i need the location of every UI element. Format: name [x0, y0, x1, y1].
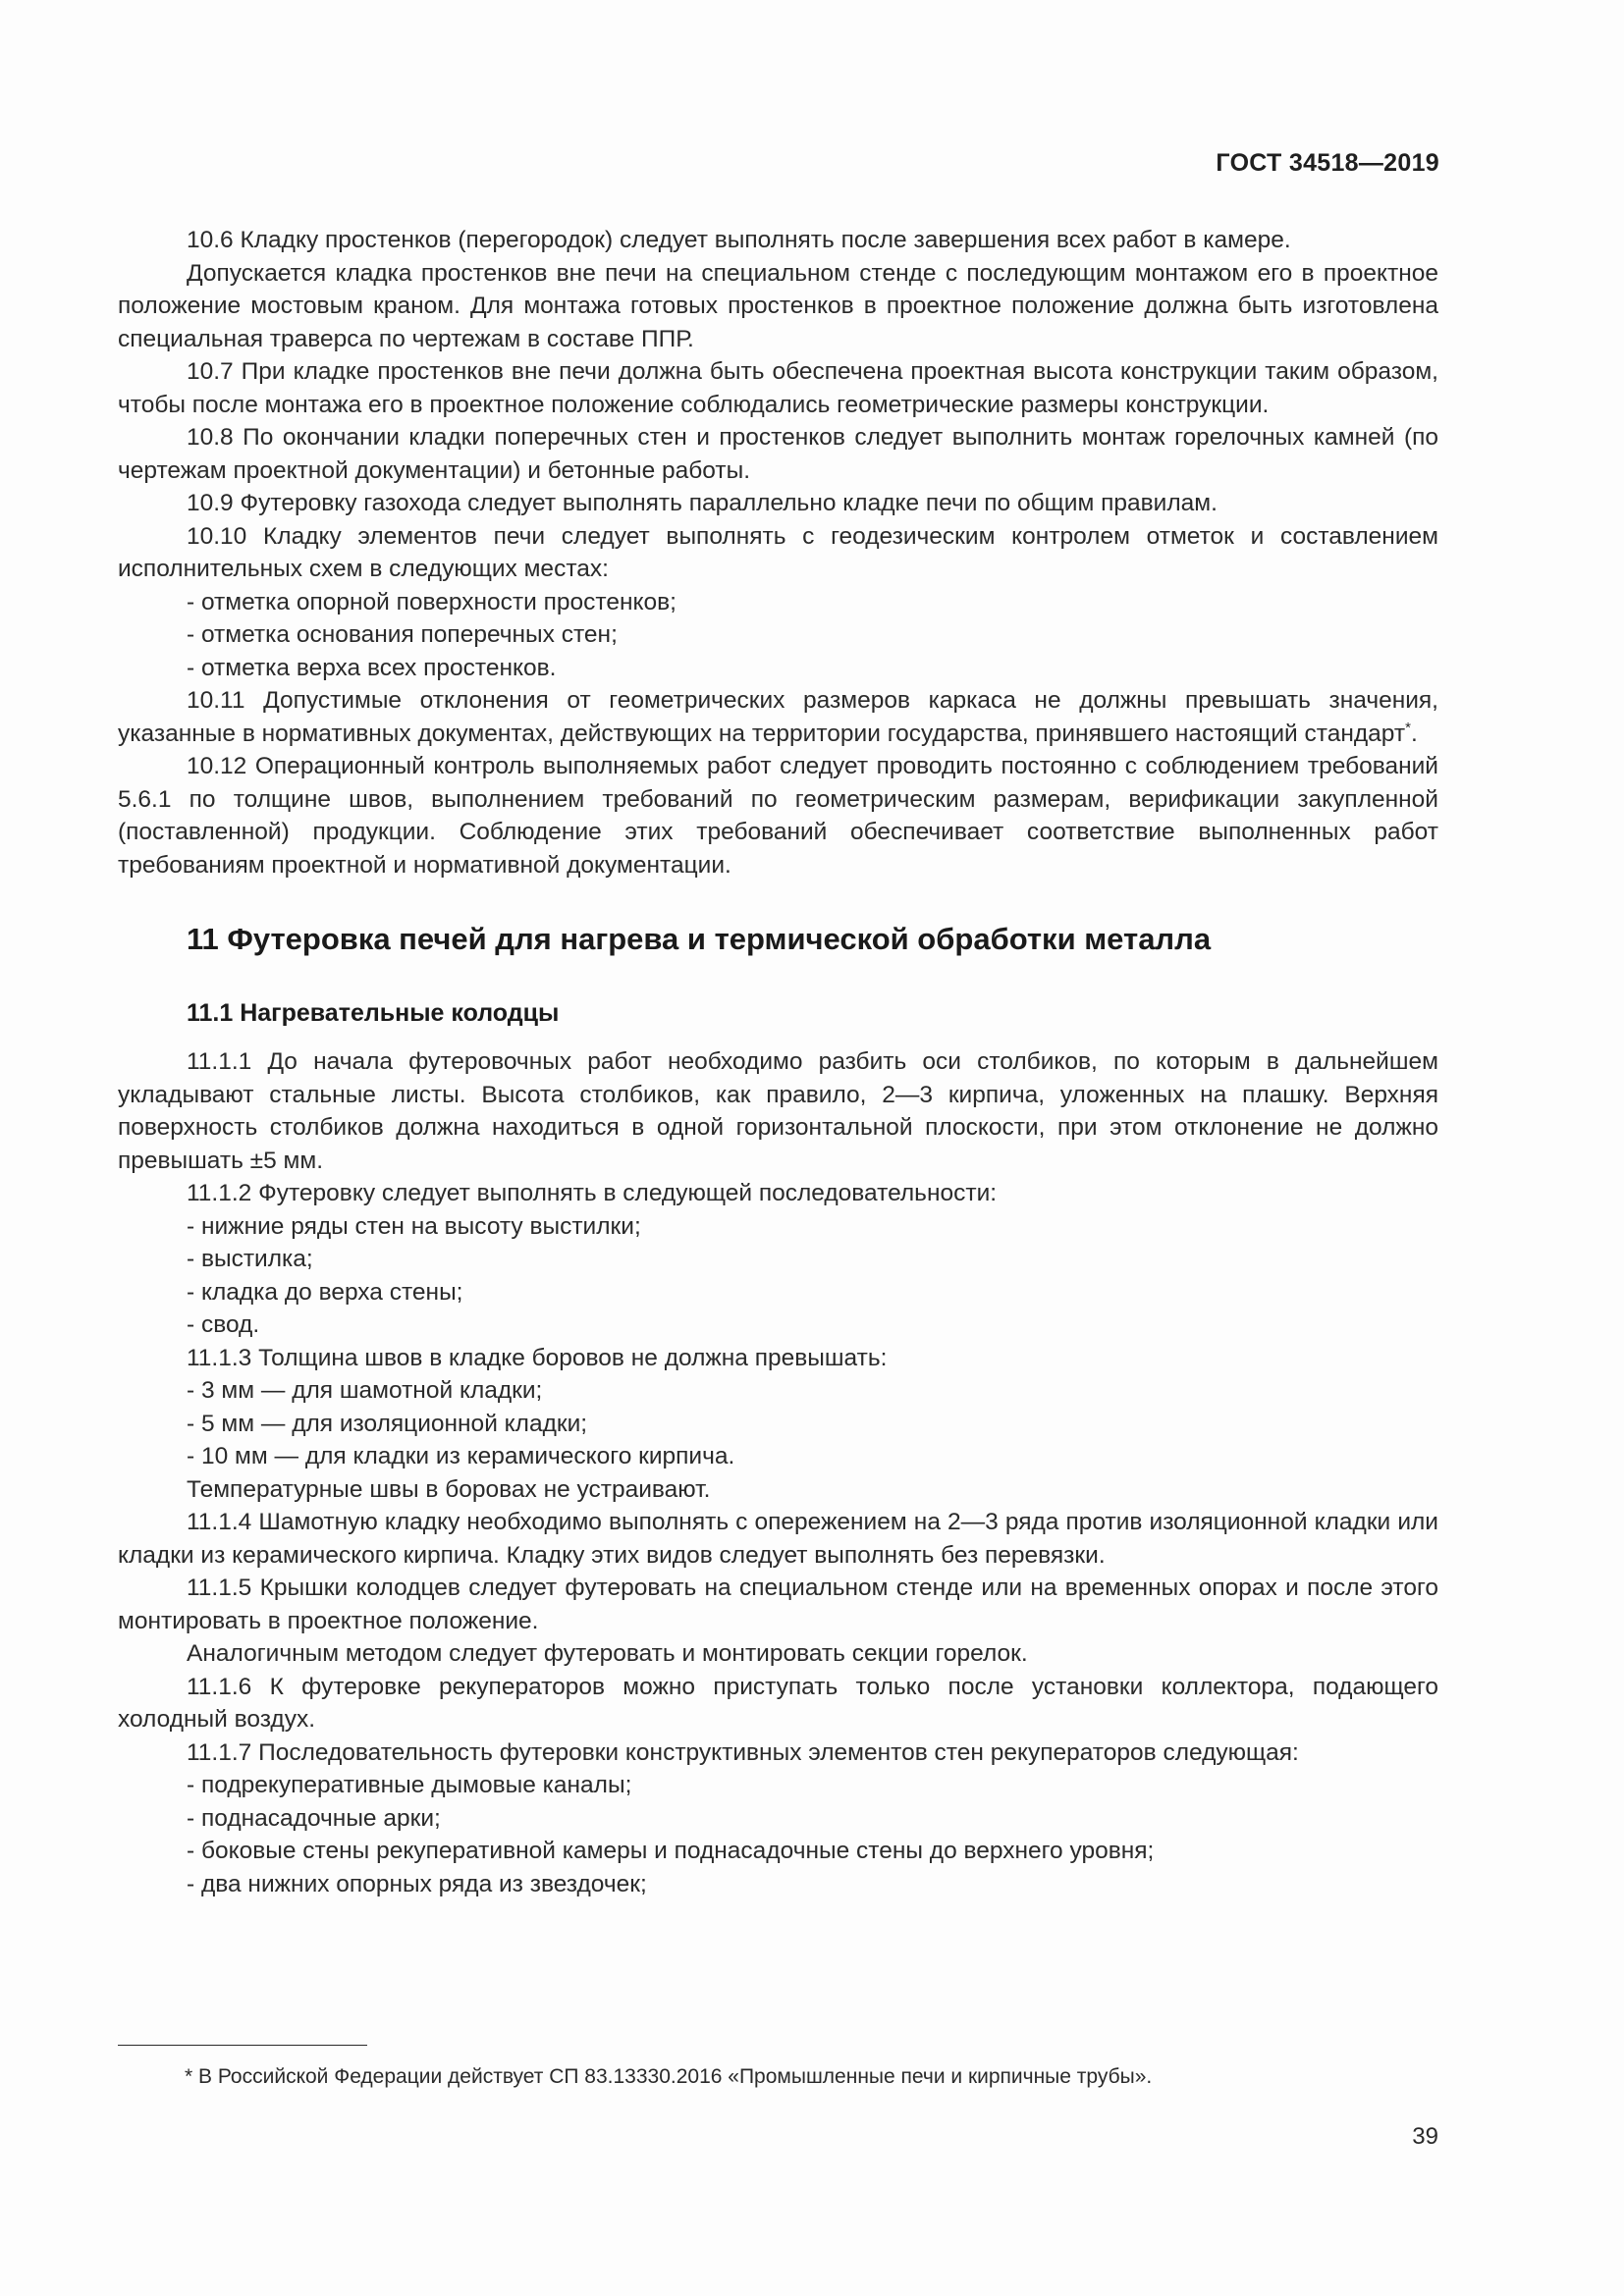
paragraph-10-12: 10.12 Операционный контроль выполняемых работ следует проводить постоянно с соблюдением требований 5.6.1 по толщине швов, выполнением требований по геометрическим размерам, верификации закупленной (поставленной) продукции. Соблюдение этих требований обеспечивает соответствие выполненных работ требованиям проектной и нормативной документации. — [118, 753, 1438, 879]
document-code-header: ГОСТ 34518—2019 — [1216, 149, 1439, 177]
paragraph-burner-sections: Аналогичным методом следует футеровать и монтировать секции горелок. — [187, 1640, 1028, 1667]
paragraph-temperature-joints: Температурные швы в боровах не устраивают. — [187, 1475, 711, 1503]
list-item: - отметка опорной поверхности простенков; — [187, 588, 677, 615]
list-item: - отметка основания поперечных стен; — [187, 621, 618, 648]
page-number: 39 — [1412, 2123, 1438, 2150]
list-item: - кладка до верха стены; — [187, 1278, 463, 1306]
footnote: * В Российской Федерации действует СП 83.13330.2016 «Промышленные печи и кирпичные трубы». — [185, 2065, 1153, 2088]
paragraph-11-1-1: 11.1.1 До начала футеровочных работ необходимо разбить оси столбиков, по которым в дальнейшем укладывают стальные листы. Высота столбиков, как правило, 2—3 кирпича, уложенных на плашку. Верхняя поверхность столбиков должна находиться в одной горизонтальной плоскости, при этом отклонение не должно превышать ±5 мм. — [118, 1048, 1438, 1174]
list-item: - подрекуперативные дымовые каналы; — [187, 1772, 632, 1798]
footnote-separator — [118, 2045, 367, 2046]
paragraph-10-9: 10.9 Футеровку газохода следует выполнять параллельно кладке печи по общим правилам. — [187, 490, 1218, 516]
paragraph-11-1-6: 11.1.6 К футеровке рекуператоров можно приступать только после установки коллектора, подающего холодный воздух. — [118, 1673, 1438, 1733]
list-item: - боковые стены рекуперативной камеры и поднасадочные стены до верхнего уровня; — [187, 1838, 1155, 1864]
list-item: - 3 мм — для шамотной кладки; — [187, 1377, 543, 1404]
list-item: - 10 мм — для кладки из керамического кирпича. — [187, 1443, 735, 1469]
section-11-heading: 11 Футеровка печей для нагрева и термической обработки металла — [187, 922, 1212, 956]
paragraph-10-6-cont: Допускается кладка простенков вне печи на специальном стенде с последующим монтажом его в проектное положение мостовым краном. Для монтажа готовых простенков в проектное положение должна быть изготовлена специальная траверса по чертежам в составе ППР. — [118, 259, 1438, 352]
subsection-11-1-heading: 11.1 Нагревательные колодцы — [187, 999, 560, 1027]
paragraph-10-11-tail: . — [1410, 720, 1418, 747]
list-item: - поднасадочные арки; — [187, 1804, 441, 1832]
paragraph-11-1-3: 11.1.3 Толщина швов в кладке боровов не должна превышать: — [187, 1344, 888, 1371]
list-item: - отметка верха всех простенков. — [187, 654, 557, 681]
list-item: - свод. — [187, 1311, 260, 1338]
paragraph-10-10: 10.10 Кладку элементов печи следует выполнять с геодезическим контролем отметок и составлением исполнительных схем в следующих местах: — [118, 522, 1438, 582]
footnote-reference-mark: * — [1405, 719, 1411, 736]
paragraph-10-6: 10.6 Кладку простенков (перегородок) следует выполнять после завершения всех работ в камере. — [187, 227, 1291, 253]
paragraph-10-11 — [118, 684, 1438, 750]
paragraph-11-1-2: 11.1.2 Футеровку следует выполнять в следующей последовательности: — [187, 1180, 998, 1206]
paragraph-11-1-5: 11.1.5 Крышки колодцев следует футеровать на специальном стенде или на временных опорах и после этого монтировать в проектное положение. — [118, 1575, 1438, 1634]
document-body — [118, 224, 1438, 1900]
list-item: - 5 мм — для изоляционной кладки; — [187, 1410, 588, 1437]
list-item: - нижние ряды стен на высоту выстилки; — [187, 1212, 641, 1240]
paragraph-11-1-7: 11.1.7 Последовательность футеровки конструктивных элементов стен рекуператоров следующая: — [187, 1738, 1299, 1766]
list-item: - выстилка; — [187, 1246, 313, 1272]
paragraph-10-11-text: 10.11 Допустимые отклонения от геометрических размеров каркаса не должны превышать значения, указанные в нормативных документах, действующих на территории государства, принявшего настоящий стандарт — [118, 687, 1438, 747]
list-item: - два нижних опорных ряда из звездочек; — [187, 1870, 647, 1897]
paragraph-11-1-4: 11.1.4 Шамотную кладку необходимо выполнять с опережением на 2—3 ряда против изоляционной кладки или кладки из керамического кирпича. Кладку этих видов следует выполнять без перевязки. — [118, 1509, 1438, 1569]
paragraph-10-7: 10.7 При кладке простенков вне печи должна быть обеспечена проектная высота конструкции таким образом, чтобы после монтажа его в проектное положение соблюдались геометрические размеры конструкции. — [118, 358, 1438, 418]
paragraph-10-8: 10.8 По окончании кладки поперечных стен и простенков следует выполнить монтаж горелочных камней (по чертежам проектной документации) и бетонные работы. — [118, 424, 1438, 484]
